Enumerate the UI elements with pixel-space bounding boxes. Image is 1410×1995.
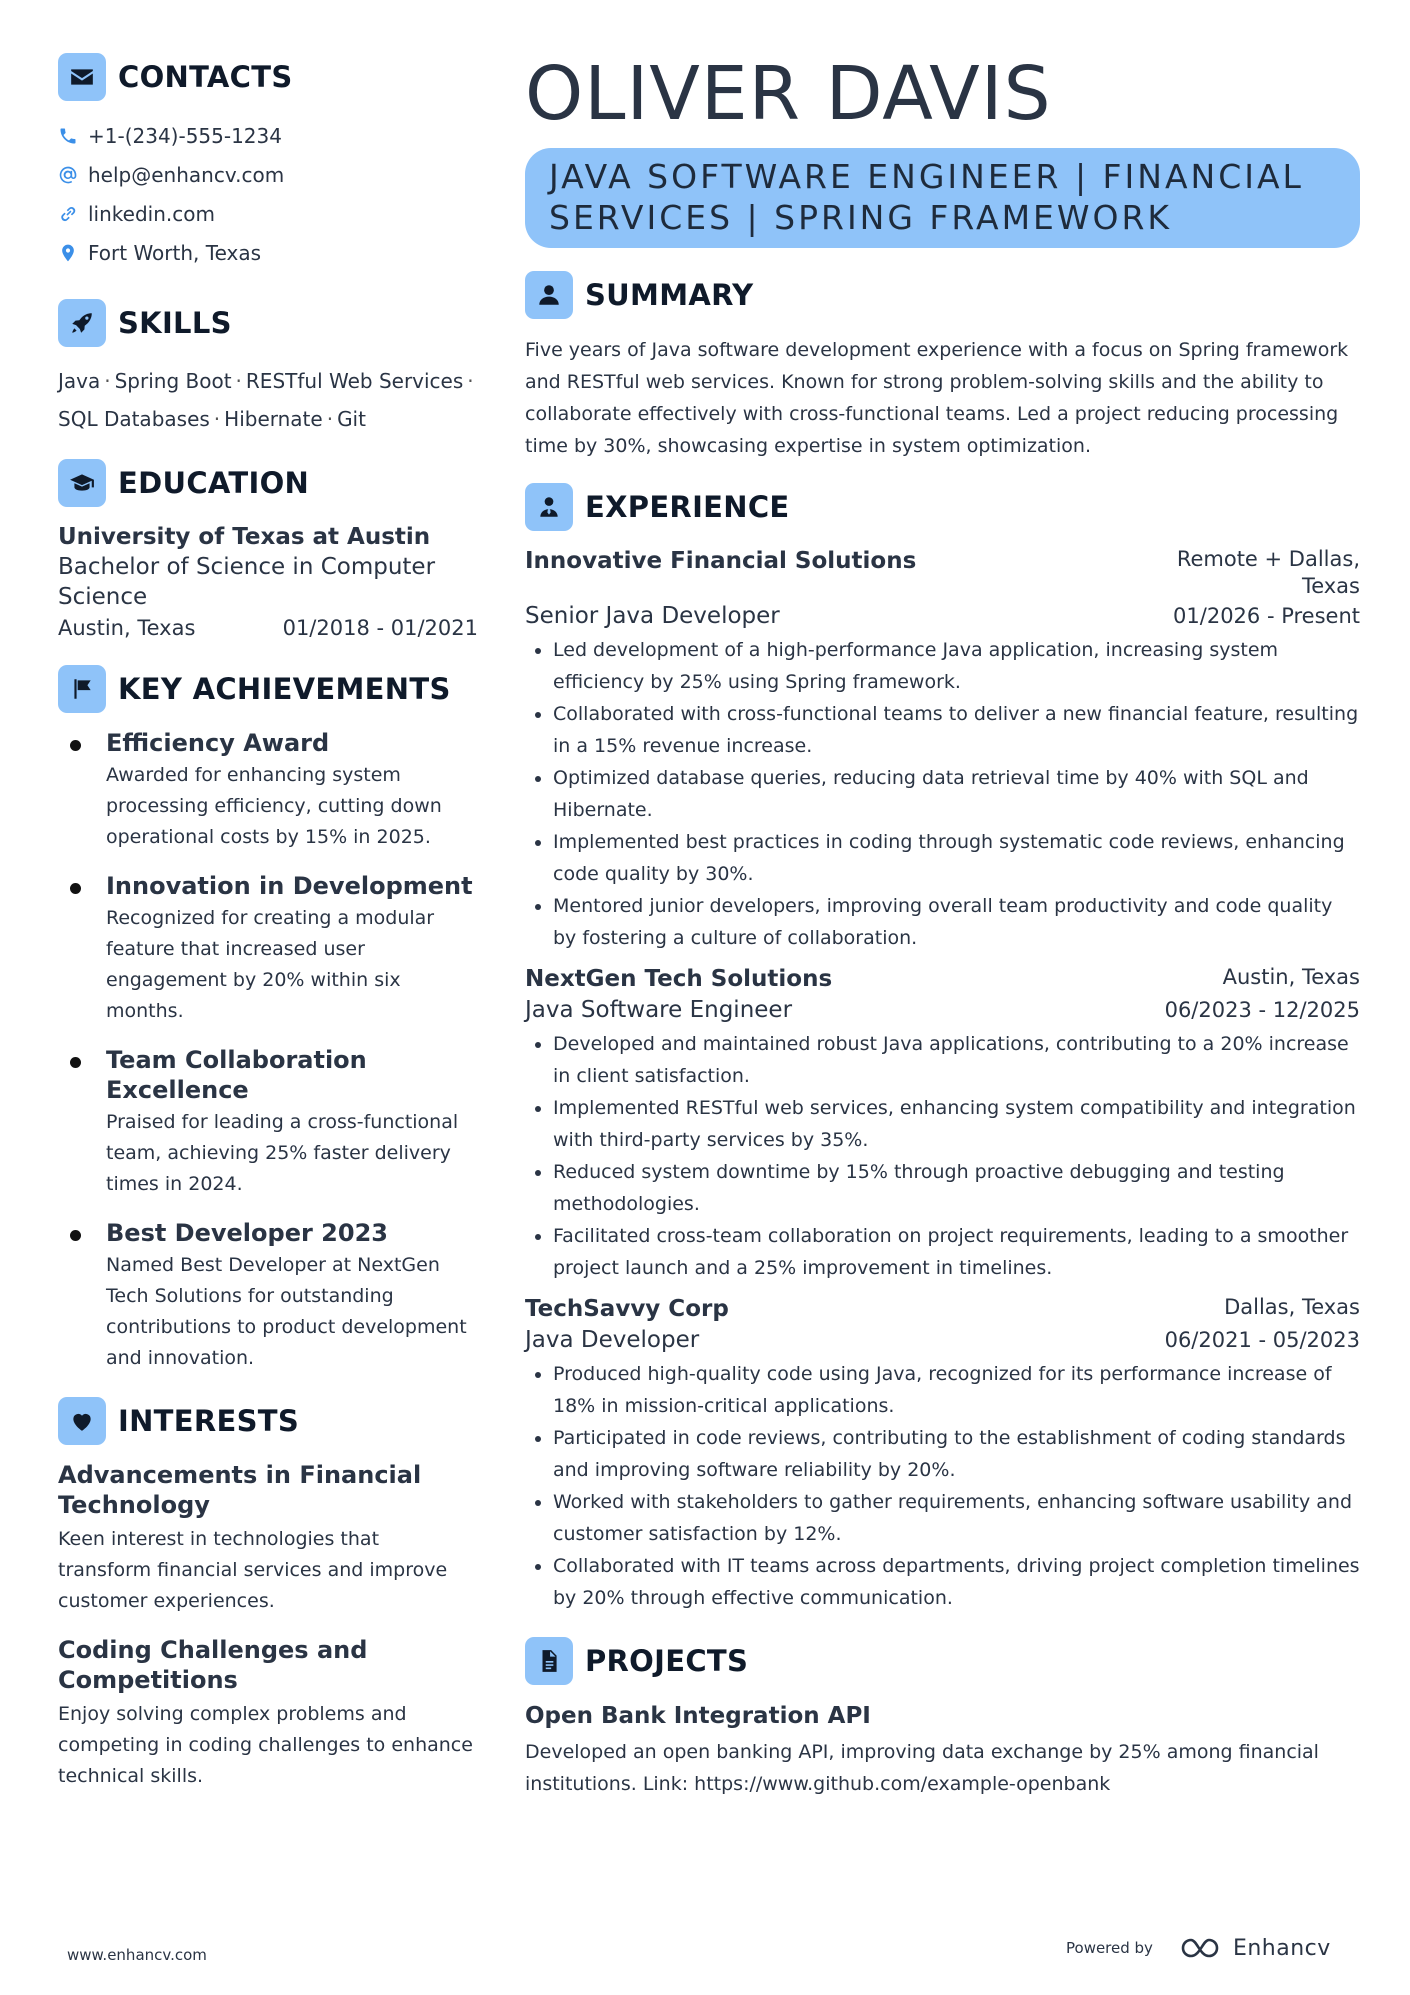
job-location: Austin, Texas — [1222, 965, 1360, 989]
job-bullet: Worked with stakeholders to gather requirements, enhancing software usability and customer satisfaction by 12%. — [525, 1486, 1360, 1550]
job-location: Remote + Dallas, Texas — [1176, 547, 1360, 598]
experience-heading: EXPERIENCE — [585, 490, 790, 524]
interest-title: Advancements in Financial Technology — [58, 1461, 422, 1519]
briefcase-user-icon — [525, 483, 573, 531]
job-bullets — [525, 1358, 1360, 1614]
education-meta — [58, 612, 478, 644]
achievement-desc: Awarded for enhancing system processing efficiency, cutting down operational costs by 15% in 2025. — [106, 764, 442, 848]
left-column — [58, 52, 478, 1810]
contact-phone — [58, 116, 478, 155]
summary-header — [525, 270, 1360, 320]
job-bullet: Optimized database queries, reducing data retrieval time by 40% with SQL and Hibernate. — [525, 762, 1360, 826]
envelope-icon — [58, 53, 106, 101]
contact-linkedin[interactable] — [58, 194, 478, 233]
job-company: TechSavvy Corp — [525, 1296, 729, 1322]
at-icon — [58, 165, 78, 185]
education-school: University of Texas at Austin — [58, 524, 431, 550]
job-dates: 06/2021 - 05/2023 — [1164, 1328, 1360, 1352]
job-title-banner: JAVA SOFTWARE ENGINEER | FINANCIAL SERVICES | SPRING FRAMEWORK — [525, 148, 1360, 248]
right-column — [525, 50, 1360, 1800]
achievement-item — [58, 728, 478, 853]
project-title: Open Bank Integration API — [525, 1703, 871, 1729]
skill-item: Git — [337, 407, 366, 431]
education-dates: 01/2018 - 01/2021 — [282, 616, 478, 640]
job-bullet: Collaborated with IT teams across departments, driving project completion timelines by 20% through effective communication. — [525, 1550, 1360, 1614]
contact-location — [58, 233, 478, 272]
job-role: Java Software Engineer — [525, 997, 793, 1023]
footer-website[interactable]: www.enhancv.com — [67, 1946, 207, 1964]
education-heading: EDUCATION — [118, 466, 310, 500]
achievement-desc: Praised for leading a cross-functional team, achieving 25% faster delivery times in 2024. — [106, 1111, 459, 1195]
job-bullet: Led development of a high-performance Java application, increasing system efficiency by 25% using Spring framework. — [525, 634, 1360, 698]
job-bullet: Collaborated with cross-functional teams to deliver a new financial feature, resulting in a 15% revenue increase. — [525, 698, 1360, 762]
project-desc: Developed an open banking API, improving data exchange by 25% among financial institutions. Link: https://www.github.com/example-openbank — [525, 1741, 1319, 1795]
skill-item: SQL Databases — [58, 407, 210, 431]
contacts-heading: CONTACTS — [118, 60, 293, 94]
job-bullet: Participated in code reviews, contributing to the establishment of coding standards and improving software reliability by 20%. — [525, 1422, 1360, 1486]
achievement-desc: Named Best Developer at NextGen Tech Solutions for outstanding contributions to product development and innovation. — [106, 1254, 467, 1369]
interests-heading: INTERESTS — [118, 1404, 300, 1438]
user-icon — [525, 271, 573, 319]
job-location: Dallas, Texas — [1224, 1295, 1360, 1319]
summary-text: Five years of Java software development experience with a focus on Spring framework and RESTful web services. Known for strong problem-solving skills and the ability to collaborate effectively with cross-functional teams. Led a project reducing processing time by 30%, showcasing expertise in system optimization. — [525, 339, 1349, 457]
projects-header — [525, 1636, 1360, 1686]
skill-item: Spring Boot — [114, 369, 232, 393]
job-role: Senior Java Developer — [525, 603, 780, 629]
job-bullet: Reduced system downtime by 15% through proactive debugging and testing methodologies. — [525, 1156, 1360, 1220]
achievement-item — [58, 1218, 478, 1374]
job-bullet: Mentored junior developers, improving overall team productivity and code quality by fostering a culture of collaboration. — [525, 890, 1360, 954]
skills-heading: SKILLS — [118, 306, 232, 340]
map-pin-icon — [58, 243, 78, 263]
projects-heading: PROJECTS — [585, 1644, 749, 1678]
skill-item: Java — [58, 369, 101, 393]
experience-header — [525, 482, 1360, 532]
achievement-desc: Recognized for creating a modular feature that increased user engagement by 20% within six months. — [106, 907, 435, 1022]
link-icon — [58, 204, 78, 224]
interests-header — [58, 1396, 478, 1446]
interest-desc: Keen interest in technologies that transform financial services and improve customer experiences. — [58, 1528, 448, 1612]
skills-list: Java · Spring Boot · RESTful Web Services · SQL Databases · Hibernate · Git — [58, 369, 474, 431]
experience-entry — [525, 1294, 1360, 1614]
achievements-heading: KEY ACHIEVEMENTS — [118, 672, 451, 706]
flag-icon — [58, 665, 106, 713]
job-bullet: Implemented RESTful web services, enhancing system compatibility and integration with third-party services by 35%. — [525, 1092, 1360, 1156]
bullet-dot — [70, 1230, 81, 1241]
achievement-item — [58, 871, 478, 1027]
achievement-title: Innovation in Development — [106, 872, 473, 900]
achievement-title: Efficiency Award — [106, 729, 330, 757]
job-dates: 01/2026 - Present — [1173, 604, 1360, 628]
contact-location-text: Fort Worth, Texas — [88, 240, 262, 265]
experience-entry — [525, 546, 1360, 954]
job-role: Java Developer — [525, 1327, 700, 1353]
job-bullets — [525, 634, 1360, 954]
job-bullet: Produced high-quality code using Java, recognized for its performance increase of 18% in mission-critical applications. — [525, 1358, 1360, 1422]
job-bullet: Developed and maintained robust Java applications, contributing to a 20% increase in client satisfaction. — [525, 1028, 1360, 1092]
job-bullets — [525, 1028, 1360, 1284]
experience-entry — [525, 964, 1360, 1284]
contacts-header — [58, 52, 478, 102]
graduation-cap-icon — [58, 459, 106, 507]
job-bullet: Implemented best practices in coding through systematic code reviews, enhancing code quality by 30%. — [525, 826, 1360, 890]
skill-item: RESTful Web Services — [245, 369, 464, 393]
bullet-dot — [70, 1057, 81, 1068]
candidate-name: OLIVER DAVIS — [525, 51, 1052, 137]
phone-icon — [58, 126, 78, 146]
achievements-header — [58, 664, 478, 714]
job-company: NextGen Tech Solutions — [525, 966, 833, 992]
heart-icon — [58, 1397, 106, 1445]
job-company: Innovative Financial Solutions — [525, 548, 917, 574]
contact-email-text[interactable]: help@enhancv.com — [88, 162, 285, 187]
education-location: Austin, Texas — [58, 616, 196, 640]
achievement-title: Team Collaboration Excellence — [106, 1046, 367, 1104]
bullet-dot — [70, 883, 81, 894]
job-bullet: Facilitated cross-team collaboration on project requirements, leading to a smoother project launch and a 25% improvement in timelines. — [525, 1220, 1360, 1284]
interest-title: Coding Challenges and Competitions — [58, 1636, 368, 1694]
education-degree: Bachelor of Science in Computer Science — [58, 554, 436, 610]
achievement-item — [58, 1045, 478, 1200]
skill-item: Hibernate — [224, 407, 323, 431]
rocket-icon — [58, 299, 106, 347]
bullet-dot — [70, 740, 81, 751]
footer-branding — [1066, 1935, 1331, 1961]
enhancv-brand: Enhancv — [1232, 1935, 1331, 1961]
job-dates: 06/2023 - 12/2025 — [1164, 998, 1360, 1022]
achievement-title: Best Developer 2023 — [106, 1219, 388, 1247]
contact-phone-text: +1-(234)-555-1234 — [88, 123, 282, 148]
contact-email[interactable] — [58, 155, 478, 194]
interest-desc: Enjoy solving complex problems and competing in coding challenges to enhance technical skills. — [58, 1703, 473, 1787]
summary-heading: SUMMARY — [585, 278, 754, 312]
powered-by-label: Powered by — [1066, 1939, 1153, 1957]
document-icon — [525, 1637, 573, 1685]
enhancv-logo-icon — [1179, 1935, 1223, 1961]
contact-linkedin-text[interactable]: linkedin.com — [88, 201, 215, 226]
skills-header — [58, 298, 478, 348]
education-header — [58, 458, 478, 508]
